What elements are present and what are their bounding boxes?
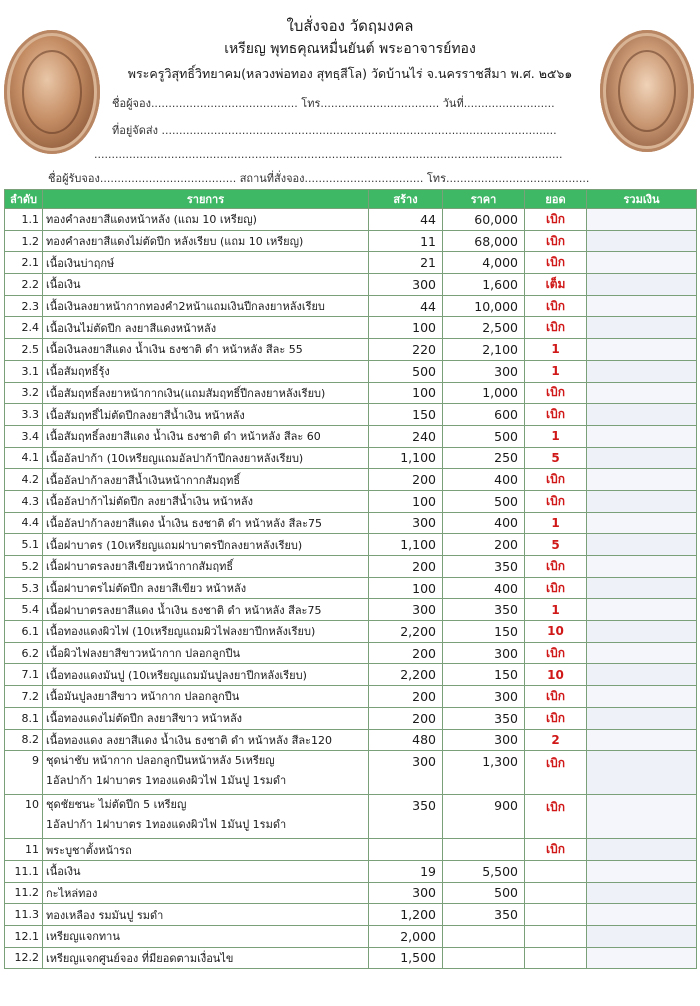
quantity-made: 300 <box>369 274 443 296</box>
row-number: 11.1 <box>5 860 43 882</box>
total-amount-cell <box>587 469 697 491</box>
unit-price: 350 <box>443 556 525 578</box>
table-row <box>5 925 697 947</box>
table-row <box>5 252 697 274</box>
unit-price: 300 <box>443 686 525 708</box>
item-line: ทองคำลงยาสีแดงไม่ตัดปีก หลังเรียบ (แถม 10 เหรียญ) <box>46 235 304 249</box>
table-header-row <box>5 190 697 209</box>
row-number: 2.2 <box>5 274 43 296</box>
row-number: 4.4 <box>5 512 43 534</box>
item-line: เนื้อสัมฤทธิ์รุ้ง <box>46 365 110 379</box>
balance-status: เบิก <box>525 382 587 404</box>
quantity-made: 2,000 <box>369 925 443 947</box>
order-table <box>4 189 697 969</box>
quantity-made: 200 <box>369 469 443 491</box>
unit-price <box>443 947 525 969</box>
unit-price: 500 <box>443 425 525 447</box>
unit-price: 4,000 <box>443 252 525 274</box>
item-line: เนื้ออัลปาก้าลงยาสีน้ำเงินหน้ากากสัมฤทธิ์ <box>46 473 241 487</box>
quantity-made: 2,200 <box>369 664 443 686</box>
row-number: 9 <box>5 751 43 795</box>
balance-status: 5 <box>525 447 587 469</box>
item-description <box>43 729 369 751</box>
total-amount-cell <box>587 839 697 861</box>
total-amount-cell <box>587 599 697 621</box>
table-row <box>5 274 697 296</box>
total-amount-cell <box>587 490 697 512</box>
quantity-made: 1,200 <box>369 904 443 926</box>
row-number: 7.1 <box>5 664 43 686</box>
row-number: 1.2 <box>5 230 43 252</box>
balance-status: 5 <box>525 534 587 556</box>
table-row <box>5 707 697 729</box>
table-row <box>5 295 697 317</box>
item-description <box>43 621 369 643</box>
table-row <box>5 686 697 708</box>
row-number: 5.1 <box>5 534 43 556</box>
item-description <box>43 925 369 947</box>
table-row <box>5 425 697 447</box>
item-line: เนื้อผิวไฟลงยาสีขาวหน้ากาก ปลอกลูกปืน <box>46 647 240 661</box>
row-number: 6.2 <box>5 642 43 664</box>
item-description <box>43 686 369 708</box>
quantity-made: 1,100 <box>369 447 443 469</box>
table-row <box>5 339 697 361</box>
row-number: 7.2 <box>5 686 43 708</box>
table-row <box>5 404 697 426</box>
item-description <box>43 295 369 317</box>
balance-status: เต็ม <box>525 274 587 296</box>
item-description <box>43 490 369 512</box>
table-row <box>5 621 697 643</box>
row-number: 2.3 <box>5 295 43 317</box>
item-line: เนื้อทองแดง ลงยาสีแดง น้ำเงิน ธงชาติ ดำ หน้าหลัง สีละ120 <box>46 733 332 747</box>
item-line: เนื้อมันปูลงยาสีขาว หน้ากาก ปลอกลูกปืน <box>46 690 240 704</box>
unit-price: 200 <box>443 534 525 556</box>
quantity-made: 300 <box>369 882 443 904</box>
table-row <box>5 795 697 839</box>
balance-status: 2 <box>525 729 587 751</box>
row-number: 1.1 <box>5 209 43 231</box>
row-number: 2.4 <box>5 317 43 339</box>
item-description <box>43 642 369 664</box>
quantity-made: 44 <box>369 209 443 231</box>
quantity-made: 300 <box>369 599 443 621</box>
unit-price: 300 <box>443 642 525 664</box>
balance-status: เบิก <box>525 707 587 729</box>
item-description <box>43 404 369 426</box>
item-description <box>43 795 369 839</box>
item-line: ทองคำลงยาสีแดงหน้าหลัง (แถม 10 เหรียญ) <box>46 213 257 227</box>
balance-status: เบิก <box>525 556 587 578</box>
row-number: 5.4 <box>5 599 43 621</box>
row-number: 12.2 <box>5 947 43 969</box>
row-number: 6.1 <box>5 621 43 643</box>
unit-price: 500 <box>443 490 525 512</box>
item-line: เนื้อฝาบาตรลงยาสีเขียวหน้ากากสัมฤทธิ์ <box>46 560 234 574</box>
table-row <box>5 904 697 926</box>
item-line: เนื้อสัมฤทธิ์ไม่ตัดปีกลงยาสีน้ำเงิน หน้าหลัง <box>46 408 245 422</box>
total-amount-cell <box>587 860 697 882</box>
item-line: กะไหล่ทอง <box>46 886 98 900</box>
row-number: 11 <box>5 839 43 861</box>
table-row <box>5 317 697 339</box>
item-description <box>43 469 369 491</box>
balance-status <box>525 860 587 882</box>
balance-status: 1 <box>525 339 587 361</box>
order-form-header <box>0 0 700 190</box>
item-line: เนื้อทองแดงไม่ตัดปีก ลงยาสีขาว หน้าหลัง <box>46 712 243 726</box>
total-amount-cell <box>587 447 697 469</box>
item-line: ทองเหลือง รมมันปู รมดำ <box>46 908 164 922</box>
item-line: เนื้อฝาบาตรไม่ตัดปีก ลงยาสีเขียว หน้าหลัง <box>46 582 247 596</box>
table-row <box>5 512 697 534</box>
item-description <box>43 209 369 231</box>
item-line: เนื้อทองแดงมันปู (10เหรียญแถมมันปูลงยาปีกหลังเรียบ) <box>46 668 307 682</box>
total-amount-cell <box>587 925 697 947</box>
unit-price: 150 <box>443 621 525 643</box>
item-line: เนื้อเงินลงยาหน้ากากทองคำ2หน้าแถมเงินปีกลงยาหลังเรียบ <box>46 300 325 314</box>
item-description <box>43 860 369 882</box>
item-description <box>43 382 369 404</box>
row-number: 10 <box>5 795 43 839</box>
item-description <box>43 664 369 686</box>
balance-status: เบิก <box>525 751 587 795</box>
quantity-made: 19 <box>369 860 443 882</box>
unit-price: 68,000 <box>443 230 525 252</box>
table-row <box>5 599 697 621</box>
table-row <box>5 209 697 231</box>
total-amount-cell <box>587 274 697 296</box>
balance-status: เบิก <box>525 209 587 231</box>
quantity-made: 44 <box>369 295 443 317</box>
quantity-made: 350 <box>369 795 443 839</box>
item-description <box>43 360 369 382</box>
total-amount-cell <box>587 707 697 729</box>
total-amount-cell <box>587 425 697 447</box>
unit-price: 60,000 <box>443 209 525 231</box>
item-line: ชุดชัยชนะ ไม่ตัดปีก 5 เหรียญ <box>46 798 187 812</box>
table-row <box>5 882 697 904</box>
table-row <box>5 447 697 469</box>
item-description <box>43 339 369 361</box>
item-description <box>43 425 369 447</box>
unit-price: 600 <box>443 404 525 426</box>
quantity-made: 200 <box>369 556 443 578</box>
item-line: เนื้อฝาบาตร (10เหรียญแถมฝาบาตรปีกลงยาหลังเรียบ) <box>46 538 303 552</box>
total-amount-cell <box>587 795 697 839</box>
balance-status: 1 <box>525 512 587 534</box>
balance-status: เบิก <box>525 490 587 512</box>
table-row <box>5 839 697 861</box>
unit-price: 2,500 <box>443 317 525 339</box>
col-header-total: รวมเงิน <box>587 190 697 209</box>
item-description <box>43 882 369 904</box>
total-amount-cell <box>587 339 697 361</box>
row-number: 11.2 <box>5 882 43 904</box>
balance-status: เบิก <box>525 295 587 317</box>
booker-name-field: ชื่อผู้จอง.......................................... โทร.................................. วันที่.......................... <box>112 97 555 110</box>
coin-name: เหรียญ พุทธคุณหมื่นยันต์ พระอาจารย์ทอง <box>224 41 476 57</box>
table-row <box>5 556 697 578</box>
unit-price <box>443 839 525 861</box>
balance-status: เบิก <box>525 795 587 839</box>
item-line: เหรียญแจกศูนย์จอง ที่มียอดตามเงื่อนไข <box>46 951 234 965</box>
table-row <box>5 729 697 751</box>
row-number: 3.1 <box>5 360 43 382</box>
item-line: เนื้อเงินลงยาสีแดง น้ำเงิน ธงชาติ ดำ หน้าหลัง สีละ 55 <box>46 343 303 357</box>
row-number: 12.1 <box>5 925 43 947</box>
item-description <box>43 599 369 621</box>
item-description <box>43 230 369 252</box>
balance-status: เบิก <box>525 642 587 664</box>
balance-status: 10 <box>525 664 587 686</box>
total-amount-cell <box>587 686 697 708</box>
quantity-made: 21 <box>369 252 443 274</box>
row-number: 2.5 <box>5 339 43 361</box>
item-description <box>43 512 369 534</box>
item-description <box>43 947 369 969</box>
item-line: เนื้อเงิน <box>46 278 81 292</box>
quantity-made: 220 <box>369 339 443 361</box>
item-line: เนื้อสัมฤทธิ์ลงยาหน้ากากเงิน(แถมสัมฤทธิ์ปีกลงยาหลังเรียบ) <box>46 386 326 400</box>
form-title: ใบสั่งจอง วัดฤมงคล <box>286 17 414 35</box>
item-description <box>43 707 369 729</box>
item-line-2: 1อัลปาก้า 1ฝาบาตร 1ทองแดงผิวไฟ 1มันปู 1รมดำ <box>46 774 287 788</box>
quantity-made: 100 <box>369 490 443 512</box>
item-line: พระบูชาตั้งหน้ารถ <box>46 843 132 857</box>
total-amount-cell <box>587 882 697 904</box>
col-header-price: ราคา <box>443 190 525 209</box>
balance-status <box>525 882 587 904</box>
total-amount-cell <box>587 382 697 404</box>
total-amount-cell <box>587 642 697 664</box>
unit-price: 400 <box>443 577 525 599</box>
quantity-made <box>369 839 443 861</box>
table-row <box>5 490 697 512</box>
quantity-made: 500 <box>369 360 443 382</box>
total-amount-cell <box>587 512 697 534</box>
item-line: เนื้ออัลปาก้า (10เหรียญแถมอัลปาก้าปีกลงยาหลังเรียบ) <box>46 451 304 465</box>
quantity-made: 150 <box>369 404 443 426</box>
balance-status: เบิก <box>525 317 587 339</box>
table-row <box>5 642 697 664</box>
item-description <box>43 274 369 296</box>
item-line: เนื้อทองแดงผิวไฟ (10เหรียญแถมผิวไฟลงยาปีกหลังเรียบ) <box>46 625 316 639</box>
table-row <box>5 860 697 882</box>
table-row <box>5 382 697 404</box>
unit-price: 500 <box>443 882 525 904</box>
item-line: เนื้ออัลปาก้าไม่ตัดปีก ลงยาสีน้ำเงิน หน้าหลัง <box>46 495 254 509</box>
total-amount-cell <box>587 751 697 795</box>
total-amount-cell <box>587 230 697 252</box>
unit-price: 300 <box>443 360 525 382</box>
item-line: เนื้ออัลปาก้าลงยาสีแดง น้ำเงิน ธงชาติ ดำ หน้าหลัง สีละ75 <box>46 516 322 530</box>
item-line-2: 1อัลปาก้า 1ฝาบาตร 1ทองแดงผิวไฟ 1มันปู 1รมดำ <box>46 818 287 832</box>
item-description <box>43 556 369 578</box>
balance-status: เบิก <box>525 469 587 491</box>
total-amount-cell <box>587 947 697 969</box>
total-amount-cell <box>587 904 697 926</box>
address-field-line2: ...................................................................................................................................... <box>94 148 563 161</box>
item-description <box>43 577 369 599</box>
amulet-front-image <box>4 30 100 154</box>
table-row <box>5 230 697 252</box>
unit-price: 5,500 <box>443 860 525 882</box>
item-line: เนื้อสัมฤทธิ์ลงยาสีแดง น้ำเงิน ธงชาติ ดำ หน้าหลัง สีละ 60 <box>46 430 321 444</box>
row-number: 5.3 <box>5 577 43 599</box>
total-amount-cell <box>587 209 697 231</box>
item-description <box>43 751 369 795</box>
total-amount-cell <box>587 295 697 317</box>
quantity-made: 300 <box>369 751 443 795</box>
balance-status: 1 <box>525 360 587 382</box>
unit-price: 300 <box>443 729 525 751</box>
balance-status: เบิก <box>525 839 587 861</box>
total-amount-cell <box>587 252 697 274</box>
balance-status: 1 <box>525 599 587 621</box>
unit-price: 1,300 <box>443 751 525 795</box>
table-row <box>5 577 697 599</box>
unit-price <box>443 925 525 947</box>
balance-status <box>525 904 587 926</box>
amulet-back-image <box>600 30 694 152</box>
table-row <box>5 534 697 556</box>
unit-price: 250 <box>443 447 525 469</box>
row-number: 3.2 <box>5 382 43 404</box>
balance-status: เบิก <box>525 404 587 426</box>
total-amount-cell <box>587 360 697 382</box>
item-line: ชุดน่าชับ หน้ากาก ปลอกลูกปืนหน้าหลัง 5เหรียญ <box>46 754 275 768</box>
col-header-balance: ยอด <box>525 190 587 209</box>
quantity-made: 200 <box>369 686 443 708</box>
temple-info: พระครูวิสุทธิ์วิทยาคม(หลวงพ่อทอง สุทธฺสีโล) วัดบ้านไร่ จ.นครราชสีมา พ.ศ. ๒๕๖๑ <box>127 66 573 81</box>
unit-price: 1,000 <box>443 382 525 404</box>
item-line: เนื้อเงินบ่าฤกษ์ <box>46 256 115 270</box>
balance-status <box>525 947 587 969</box>
row-number: 4.2 <box>5 469 43 491</box>
unit-price: 350 <box>443 599 525 621</box>
unit-price: 900 <box>443 795 525 839</box>
unit-price: 10,000 <box>443 295 525 317</box>
table-row <box>5 947 697 969</box>
table-row <box>5 469 697 491</box>
quantity-made: 240 <box>369 425 443 447</box>
quantity-made: 200 <box>369 707 443 729</box>
quantity-made: 1,100 <box>369 534 443 556</box>
item-description <box>43 317 369 339</box>
total-amount-cell <box>587 404 697 426</box>
quantity-made: 1,500 <box>369 947 443 969</box>
total-amount-cell <box>587 621 697 643</box>
row-number: 11.3 <box>5 904 43 926</box>
item-line: เนื้อเงิน <box>46 865 81 879</box>
row-number: 4.1 <box>5 447 43 469</box>
row-number: 3.3 <box>5 404 43 426</box>
balance-status: เบิก <box>525 577 587 599</box>
item-description <box>43 252 369 274</box>
unit-price: 350 <box>443 904 525 926</box>
total-amount-cell <box>587 729 697 751</box>
item-description <box>43 447 369 469</box>
row-number: 8.2 <box>5 729 43 751</box>
row-number: 8.1 <box>5 707 43 729</box>
item-line: เหรียญแจกทาน <box>46 930 120 944</box>
balance-status: 10 <box>525 621 587 643</box>
quantity-made: 100 <box>369 382 443 404</box>
row-number: 4.3 <box>5 490 43 512</box>
item-line: เนื้อเงินไม่ตัดปีก ลงยาสีแดงหน้าหลัง <box>46 321 217 335</box>
quantity-made: 480 <box>369 729 443 751</box>
quantity-made: 100 <box>369 317 443 339</box>
total-amount-cell <box>587 534 697 556</box>
quantity-made: 11 <box>369 230 443 252</box>
item-description <box>43 904 369 926</box>
item-line: เนื้อฝาบาตรลงยาสีแดง น้ำเงิน ธงชาติ ดำ หน้าหลัง สีละ75 <box>46 603 322 617</box>
unit-price: 1,600 <box>443 274 525 296</box>
quantity-made: 300 <box>369 512 443 534</box>
quantity-made: 200 <box>369 642 443 664</box>
receiver-field: ชื่อผู้รับจอง....................................... สถานที่สั่งจอง.................................. โทร......................................... <box>48 172 590 185</box>
balance-status: เบิก <box>525 686 587 708</box>
quantity-made: 100 <box>369 577 443 599</box>
total-amount-cell <box>587 317 697 339</box>
address-field: ที่อยู่จัดส่ง ................................................................................................................. <box>112 124 557 137</box>
total-amount-cell <box>587 664 697 686</box>
unit-price: 400 <box>443 512 525 534</box>
balance-status: 1 <box>525 425 587 447</box>
row-number: 3.4 <box>5 425 43 447</box>
unit-price: 2,100 <box>443 339 525 361</box>
total-amount-cell <box>587 556 697 578</box>
row-number: 5.2 <box>5 556 43 578</box>
balance-status: เบิก <box>525 230 587 252</box>
col-header-item: รายการ <box>43 190 369 209</box>
table-row <box>5 360 697 382</box>
balance-status: เบิก <box>525 252 587 274</box>
item-description <box>43 534 369 556</box>
total-amount-cell <box>587 577 697 599</box>
item-description <box>43 839 369 861</box>
table-row <box>5 664 697 686</box>
balance-status <box>525 925 587 947</box>
row-number: 2.1 <box>5 252 43 274</box>
col-header-no: ลำดับ <box>5 190 43 209</box>
unit-price: 150 <box>443 664 525 686</box>
quantity-made: 2,200 <box>369 621 443 643</box>
table-row <box>5 751 697 795</box>
unit-price: 350 <box>443 707 525 729</box>
col-header-made: สร้าง <box>369 190 443 209</box>
unit-price: 400 <box>443 469 525 491</box>
